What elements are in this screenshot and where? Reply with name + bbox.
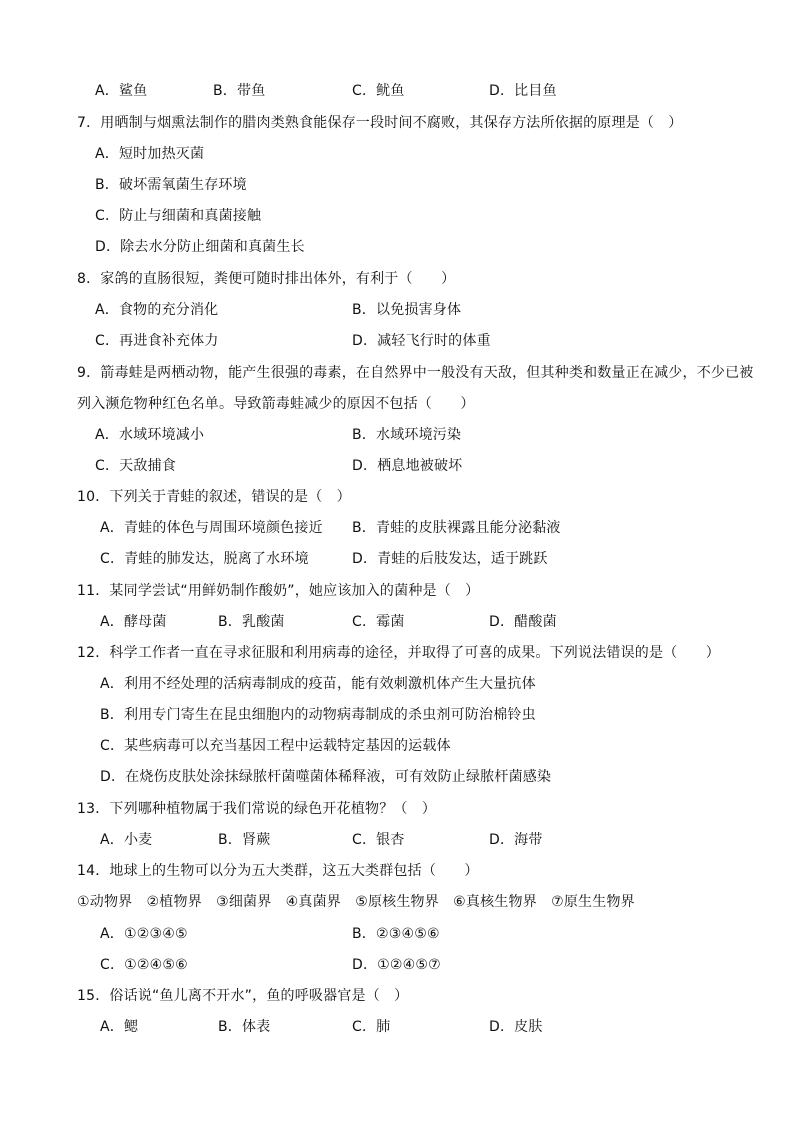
q14-items: ①动物界 ②植物界 ③细菌界 ④真菌界 ⑤原核生物界 ⑥真核生物界 ⑦原生生物界	[77, 894, 635, 910]
q9-option-c: C．天敌捕食	[95, 458, 176, 474]
q10-options-row1	[100, 517, 764, 539]
q14-option-b: B．②③④⑤⑥	[352, 926, 440, 942]
q10-option-c: C．青蛙的肺发达，脱离了水环境	[100, 551, 309, 567]
q9-options-row2	[95, 455, 764, 477]
q10-stem: 10．下列关于青蛙的叙述，错误的是（ ）	[77, 489, 351, 505]
q14-option-d: D．①②④⑤⑦	[352, 957, 441, 973]
q8-options-row2	[95, 330, 764, 352]
q8-options-row1	[95, 299, 764, 321]
q11-option-a: A．酵母菌	[100, 614, 167, 630]
q15-option-b: B．体表	[218, 1019, 271, 1035]
q8-option-b: B．以免损害身体	[352, 302, 462, 318]
q15-option-c: C．肺	[352, 1019, 391, 1035]
q12-option-c: C．某些病毒可以充当基因工程中运载特定基因的运载体	[100, 738, 451, 754]
q12-option-b: B．利用专门寄生在昆虫细胞内的动物病毒制成的杀虫剂可防治棉铃虫	[100, 707, 536, 723]
q6-options	[95, 80, 764, 102]
q6-option-c: C．鱿鱼	[352, 83, 405, 99]
q6-option-a: A．鲨鱼	[95, 83, 148, 99]
q10-option-d: D．青蛙的后肢发达，适于跳跃	[352, 551, 548, 567]
q7-stem: 7．用晒制与烟熏法制作的腊肉类熟食能保存一段时间不腐败，其保存方法所依据的原理是（ ）	[77, 115, 683, 131]
q13-options	[100, 829, 764, 851]
q13-option-d: D．海带	[489, 832, 543, 848]
q11-option-c: C．霉菌	[352, 614, 405, 630]
q8-option-c: C．再进食补充体力	[95, 333, 219, 349]
q14-options-row2	[100, 954, 764, 976]
q11-option-b: B．乳酸菌	[218, 614, 285, 630]
q15-options	[100, 1016, 764, 1038]
q7-option-c: C．防止与细菌和真菌接触	[95, 208, 262, 224]
q9-options-row1	[95, 424, 764, 446]
q14-option-a: A．①②③④⑤	[100, 926, 188, 942]
q8-option-d: D．减轻飞行时的体重	[352, 333, 491, 349]
q13-option-b: B．肾蕨	[218, 832, 271, 848]
q13-stem: 13．下列哪种植物属于我们常说的绿色开花植物？（ ）	[77, 801, 437, 817]
q14-stem: 14．地球上的生物可以分为五大类群，这五大类群包括（ ）	[77, 863, 479, 879]
q7-option-b: B．破坏需氧菌生存环境	[95, 177, 247, 193]
q10-option-b: B．青蛙的皮肤裸露且能分泌黏液	[352, 520, 561, 536]
q6-option-b: B．带鱼	[213, 83, 266, 99]
q15-stem: 15．俗话说“鱼儿离不开水”，鱼的呼吸器官是（ ）	[77, 988, 409, 1004]
q15-option-d: D．皮肤	[489, 1019, 543, 1035]
q11-options	[100, 611, 764, 633]
q6-option-d: D．比目鱼	[489, 83, 557, 99]
q11-option-d: D．醋酸菌	[489, 614, 557, 630]
q14-option-c: C．①②④⑤⑥	[100, 957, 188, 973]
q7-option-d: D．除去水分防止细菌和真菌生长	[95, 239, 305, 255]
q9-stem-line1: 9．箭毒蛙是两栖动物，能产生很强的毒素，在自然界中一般没有天敌，但其种类和数量正在减少，不少已被	[77, 365, 754, 381]
q8-stem: 8．家鸽的直肠很短，粪便可随时排出体外，有利于（ ）	[77, 271, 456, 287]
q9-stem-line2: 列入濒危物种红色名单。导致箭毒蛙减少的原因不包括（ ）	[77, 396, 475, 412]
q13-option-c: C．银杏	[352, 832, 405, 848]
q11-stem: 11．某同学尝试“用鲜奶制作酸奶”，她应该加入的菌种是（ ）	[77, 583, 480, 599]
q15-option-a: A．鳃	[100, 1019, 139, 1035]
q8-option-a: A．食物的充分消化	[95, 302, 219, 318]
q12-option-d: D．在烧伤皮肤处涂抹绿脓杆菌噬菌体稀释液，可有效防止绿脓杆菌感染	[100, 769, 552, 785]
q9-option-b: B．水域环境污染	[352, 427, 462, 443]
q12-option-a: A．利用不经处理的活病毒制成的疫苗，能有效刺激机体产生大量抗体	[100, 676, 536, 692]
q14-options-row1	[100, 923, 764, 945]
q9-option-a: A．水域环境减小	[95, 427, 205, 443]
q13-option-a: A．小麦	[100, 832, 153, 848]
q10-options-row2	[100, 548, 764, 570]
q10-option-a: A．青蛙的体色与周围环境颜色接近	[100, 520, 323, 536]
q9-option-d: D．栖息地被破坏	[352, 458, 463, 474]
q12-stem: 12．科学工作者一直在寻求征服和利用病毒的途径，并取得了可喜的成果。下列说法错误的是（ ）	[77, 645, 721, 661]
q7-option-a: A．短时加热灭菌	[95, 146, 205, 162]
